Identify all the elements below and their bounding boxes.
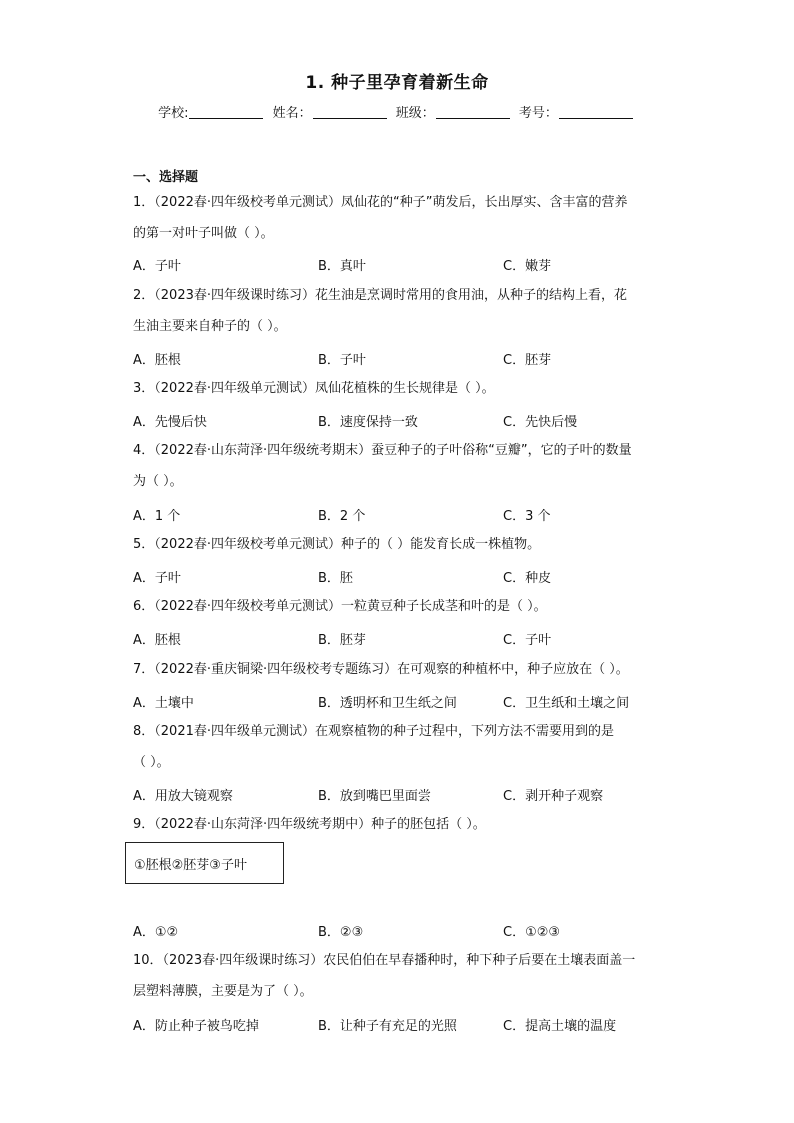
- question-9-options: [133, 921, 673, 941]
- option-c[interactable]: C．①②③: [503, 925, 561, 940]
- option-a[interactable]: A．防止种子被鸟吃掉: [133, 1019, 259, 1034]
- question-text: 6．（2022春·四年级校考单元测试）一粒黄豆种子长成茎和叶的是（ ）。: [133, 599, 547, 614]
- question-5-options: [133, 567, 673, 587]
- school-blank[interactable]: [189, 104, 263, 119]
- section-heading: 一、选择题: [133, 170, 199, 185]
- option-a[interactable]: A．胚根: [133, 633, 181, 648]
- question-6-options: [133, 629, 673, 649]
- question-text: 7．（2022春·重庆铜梁·四年级校考专题练习）在可观察的种植杯中，种子应放在（ ）。: [133, 662, 629, 677]
- option-c[interactable]: C．先快后慢: [503, 415, 578, 430]
- option-c[interactable]: C．提高土壤的温度: [503, 1019, 617, 1034]
- question-7: [133, 654, 673, 685]
- option-a[interactable]: A．子叶: [133, 259, 181, 274]
- name-label: 姓名：: [272, 106, 312, 121]
- option-b[interactable]: B．放到嘴巴里面尝: [318, 789, 431, 804]
- question-4-options: [133, 505, 673, 525]
- number-label: 考号：: [518, 106, 558, 121]
- number-blank[interactable]: [559, 104, 633, 119]
- question-1: [133, 187, 673, 249]
- student-info-line: [0, 102, 794, 121]
- question-8: [133, 716, 673, 778]
- option-c[interactable]: C．胚芽: [503, 353, 552, 368]
- option-a[interactable]: A．先慢后快: [133, 415, 207, 430]
- question-3-options: [133, 411, 673, 431]
- option-b[interactable]: B．透明杯和卫生纸之间: [318, 696, 457, 711]
- option-c[interactable]: C．3 个: [503, 509, 551, 524]
- option-c[interactable]: C．种皮: [503, 571, 552, 586]
- option-c[interactable]: C．剥开种子观察: [503, 789, 604, 804]
- option-a[interactable]: A．胚根: [133, 353, 181, 368]
- question-text: 8．（2021春·四年级单元测试）在观察植物的种子过程中，下列方法不需要用到的是: [133, 724, 614, 739]
- question-text: 1．（2022春·四年级校考单元测试）凤仙花的“种子”萌发后，长出厚实、含丰富的营养: [133, 195, 628, 210]
- option-a[interactable]: A．①②: [133, 925, 179, 940]
- option-b[interactable]: B．②③: [318, 925, 364, 940]
- question-text: 为（ ）。: [133, 474, 183, 489]
- option-a[interactable]: A．用放大镜观察: [133, 789, 233, 804]
- option-a[interactable]: A．土壤中: [133, 696, 194, 711]
- option-b[interactable]: B．胚: [318, 571, 353, 586]
- option-b[interactable]: B．真叶: [318, 259, 366, 274]
- option-c[interactable]: C．子叶: [503, 633, 552, 648]
- question-10-options: [133, 1015, 673, 1035]
- question-6: [133, 591, 673, 622]
- question-text: 的第一对叶子叫做（ ）。: [133, 226, 274, 241]
- school-label: 学校:: [158, 106, 189, 121]
- question-5: [133, 529, 673, 560]
- question-10: [133, 945, 673, 1007]
- question-1-options: [133, 255, 673, 275]
- option-a[interactable]: A．子叶: [133, 571, 181, 586]
- question-text: 层塑料薄膜，主要是为了（ ）。: [133, 984, 313, 999]
- option-c[interactable]: C．嫩芽: [503, 259, 552, 274]
- option-b[interactable]: B．速度保持一致: [318, 415, 418, 430]
- page-title: 1. 种子里孕育着新生命: [305, 73, 489, 93]
- question-text: 4．（2022春·山东菏泽·四年级统考期末）蚕豆种子的子叶俗称“豆瓣”，它的子叶的数量: [133, 443, 632, 458]
- question-text: （ ）。: [133, 755, 170, 770]
- question-3: [133, 373, 673, 404]
- question-text: 2．（2023春·四年级课时练习）花生油是烹调时常用的食用油，从种子的结构上看，花: [133, 288, 627, 303]
- question-7-options: [133, 692, 673, 712]
- option-a[interactable]: A．1 个: [133, 509, 181, 524]
- option-c[interactable]: C．卫生纸和土壤之间: [503, 696, 630, 711]
- option-b[interactable]: B．胚芽: [318, 633, 366, 648]
- question-9: [133, 809, 673, 840]
- question-2-options: [133, 349, 673, 369]
- name-blank[interactable]: [313, 104, 387, 119]
- question-text: 9．（2022春·山东菏泽·四年级统考期中）种子的胚包括（ ）。: [133, 817, 486, 832]
- question-text: 5．（2022春·四年级校考单元测试）种子的（ ）能发育长成一株植物。: [133, 537, 541, 552]
- question-4: [133, 435, 673, 497]
- class-blank[interactable]: [436, 104, 510, 119]
- option-b[interactable]: B．2 个: [318, 509, 366, 524]
- question-text: 10．（2023春·四年级课时练习）农民伯伯在早春播种时，种下种子后要在土壤表面盖一: [133, 953, 636, 968]
- question-text: 生油主要来自种子的（ ）。: [133, 319, 287, 334]
- question-8-options: [133, 785, 673, 805]
- question-text: 3．（2022春·四年级单元测试）凤仙花植株的生长规律是（ ）。: [133, 381, 495, 396]
- question-2: [133, 280, 673, 342]
- class-label: 班级：: [395, 106, 435, 121]
- choices-text: ①胚根②胚芽③子叶: [134, 858, 247, 873]
- option-b[interactable]: B．让种子有充足的光照: [318, 1019, 457, 1034]
- answer-choices-box: [125, 842, 284, 884]
- option-b[interactable]: B．子叶: [318, 353, 366, 368]
